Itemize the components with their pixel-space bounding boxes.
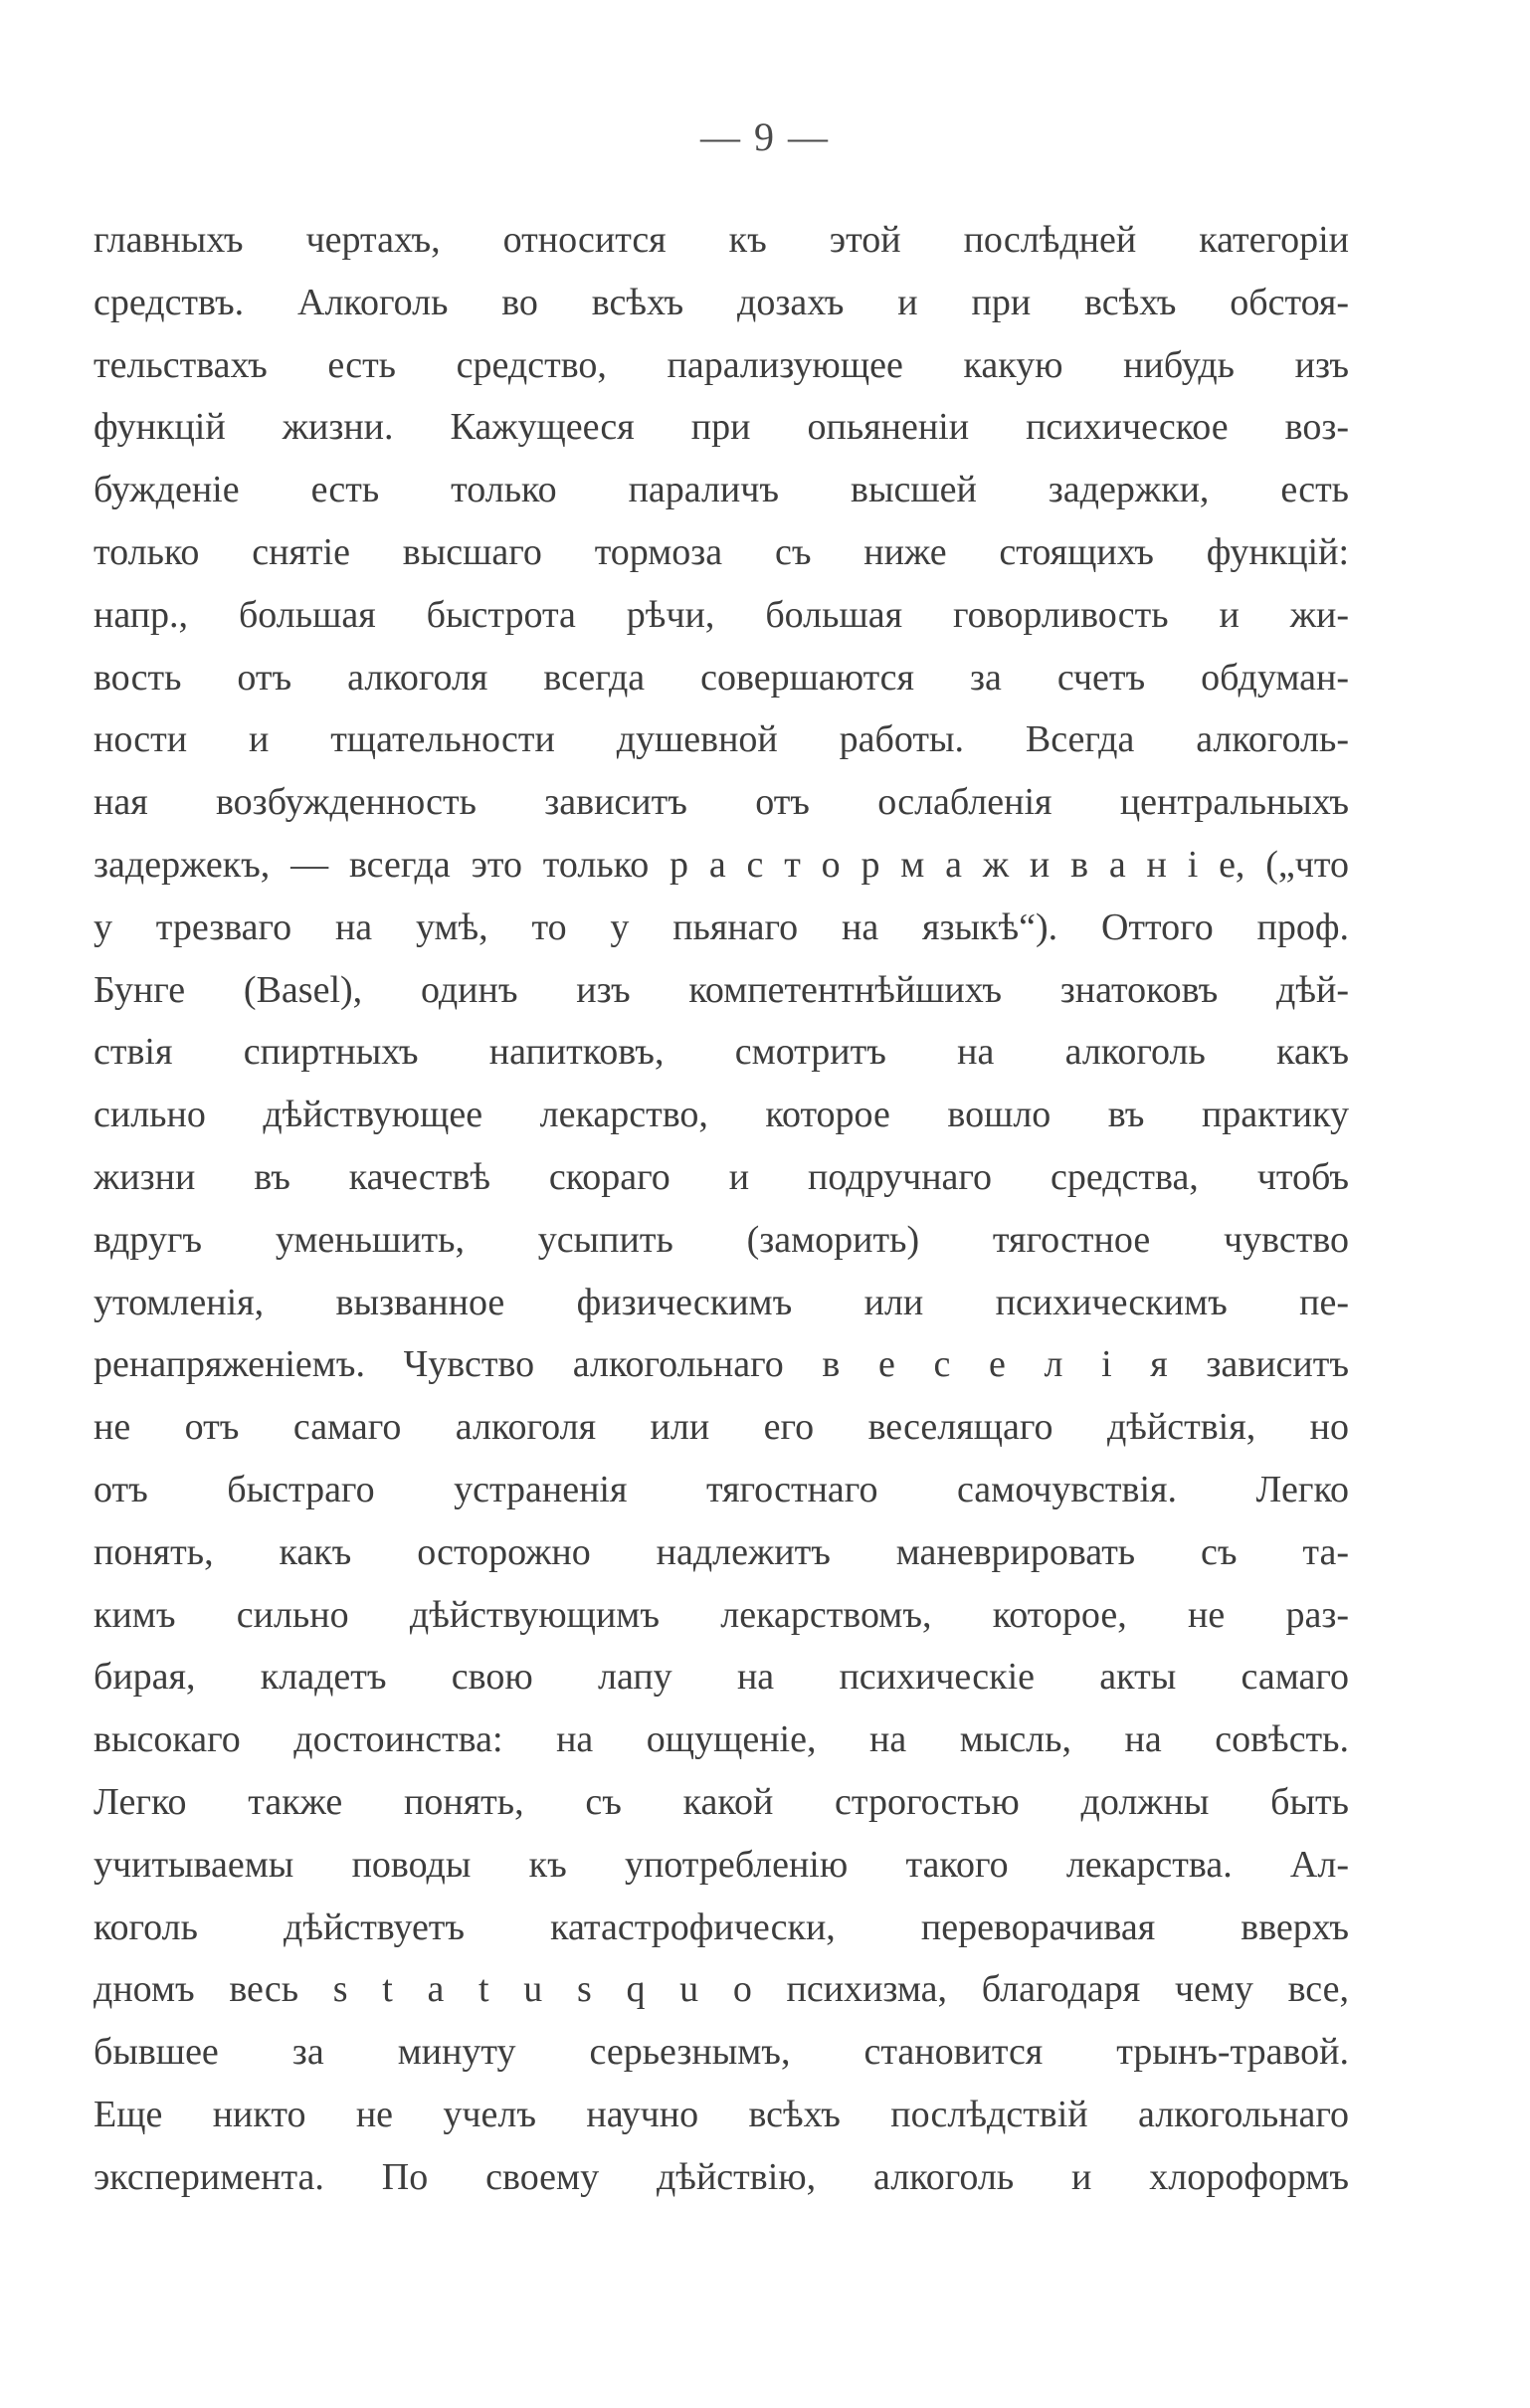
text-line: вдругъ уменьшить, усыпить (заморить) тягостное чувство [94,1218,1349,1261]
text-line: понять, какъ осторожно надлежитъ маневрировать съ та- [94,1530,1349,1573]
text-line: отъ быстраго устраненія тягостнаго самочувствія. Легко [94,1468,1349,1510]
text-line: учитываемы поводы къ употребленію такого лекарства. Ал- [94,1843,1349,1886]
text-line: ная возбужденность зависитъ отъ ослабленія центральныхъ [94,781,1349,824]
text-line: средствъ. Алкоголь во всѣхъ дозахъ и при всѣхъ обстоя- [94,281,1349,323]
text-line: утомленія, вызванное физическимъ или психическимъ пе- [94,1281,1349,1323]
text-line: ности и тщательности душевной работы. Всегда алкоголь- [94,718,1349,761]
text-line: жизни въ качествѣ скораго и подручнаго средства, чтобъ [94,1155,1349,1198]
text-line: высокаго достоинства: на ощущеніе, на мысль, на совѣсть. [94,1718,1349,1761]
body-text [94,209,1349,2209]
text-line: дномъ весь s t a t u s q u o психизма, благодаря чему все, [94,1968,1349,2011]
text-line: только снятіе высшаго тормоза съ ниже стоящихъ функцій: [94,530,1349,573]
text-line: тельствахъ есть средство, парализующее какую нибудь изъ [94,343,1349,386]
text-line: вость отъ алкоголя всегда совершаются за счетъ обдуман- [94,656,1349,699]
text-line: не отъ самаго алкоголя или его веселящаго дѣйствія, но [94,1406,1349,1449]
text-line: напр., большая быстрота рѣчи, большая говорливость и жи- [94,593,1349,636]
page-number: — 9 — [700,114,830,159]
text-line: главныхъ чертахъ, относится къ этой послѣдней категоріи [94,219,1349,261]
text-line: коголь дѣйствуетъ катастрофически, переворачивая вверхъ [94,1906,1349,1948]
text-line: ренапряженіемъ. Чувство алкогольнаго в е с е л і я зависитъ [94,1343,1349,1386]
text-line: задержекъ, — всегда это только р а с т о р м а ж и в а н і е, („что [94,843,1349,886]
text-line: бирая, кладетъ свою лапу на психическіе акты самаго [94,1656,1349,1699]
text-line: Еще никто не учелъ научно всѣхъ послѣдствій алкогольнаго [94,2093,1349,2135]
text-line: эксперимента. По своему дѣйствію, алкоголь и хлороформъ [94,2155,1349,2198]
text-line: Бунге (Basel), одинъ изъ компетентнѣйшихъ знатоковъ дѣй- [94,968,1349,1011]
text-line: у трезваго на умѣ, то у пьянаго на языкѣ“). Оттого проф. [94,905,1349,948]
text-line: ствія спиртныхъ напитковъ, смотритъ на алкоголь какъ [94,1031,1349,1074]
text-line: бывшее за минуту серьезнымъ, становится трынъ-травой. [94,2031,1349,2074]
text-line: функцій жизни. Кажущееся при опьяненіи психическое воз- [94,406,1349,449]
text-line: Легко также понять, съ какой строгостью должны быть [94,1780,1349,1823]
text-line: сильно дѣйствующее лекарство, которое вошло въ практику [94,1094,1349,1136]
text-line: бужденіе есть только параличъ высшей задержки, есть [94,469,1349,511]
text-line: кимъ сильно дѣйствующимъ лекарствомъ, которое, не раз- [94,1593,1349,1636]
